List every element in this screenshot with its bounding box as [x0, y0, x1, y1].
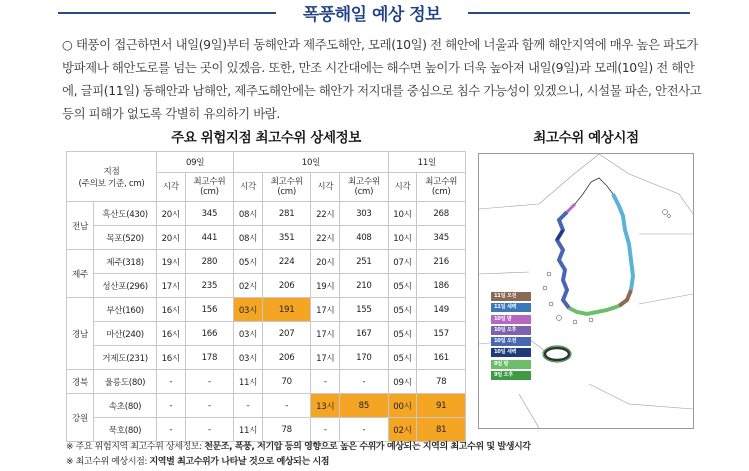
legend-item: 10일 밤 — [491, 315, 531, 324]
level-cell: 81 — [417, 418, 466, 442]
level-cell: 166 — [185, 322, 234, 346]
level-cell: 149 — [417, 298, 466, 322]
level-cell: 85 — [340, 394, 389, 418]
water-level-table — [66, 151, 466, 442]
map-title: 최고수위 예상시점 — [533, 130, 639, 146]
legend-item: 11일 새벽 — [491, 303, 531, 312]
time-cell: 22시 — [311, 202, 340, 226]
region-cell: 제주 — [67, 250, 94, 298]
level-cell: 280 — [185, 250, 234, 274]
time-cell: 13시 — [311, 394, 340, 418]
time-cell: 07시 — [388, 250, 417, 274]
table-row — [67, 274, 466, 298]
time-cell: 05시 — [234, 250, 263, 274]
level-cell: 210 — [340, 274, 389, 298]
level-cell: - — [262, 394, 311, 418]
time-cell: 20시 — [157, 226, 186, 250]
region-cell: 전남 — [67, 202, 94, 250]
level-cell: 157 — [417, 322, 466, 346]
level-cell: 170 — [340, 346, 389, 370]
level-cell: 178 — [185, 346, 234, 370]
time-cell: 08시 — [234, 202, 263, 226]
map-panel — [478, 153, 694, 429]
title-bar — [0, 0, 749, 26]
time-cell: 03시 — [234, 322, 263, 346]
time-header: 시각 — [234, 173, 263, 202]
legend-item: 9일 오후 — [491, 371, 531, 380]
jeju-island — [545, 348, 569, 360]
level-cell: 206 — [262, 346, 311, 370]
time-cell: 05시 — [388, 346, 417, 370]
level-cell: - — [340, 370, 389, 394]
time-cell: 16시 — [157, 322, 186, 346]
korea-map — [479, 154, 693, 428]
site-cell: 성산포(296) — [94, 274, 157, 298]
level-cell: 345 — [185, 202, 234, 226]
level-cell: 345 — [417, 226, 466, 250]
level-cell: 235 — [185, 274, 234, 298]
time-cell: 16시 — [157, 346, 186, 370]
time-cell: 10시 — [388, 226, 417, 250]
legend-item: 9일 밤 — [491, 360, 531, 369]
level-cell: 167 — [340, 322, 389, 346]
level-cell: 186 — [417, 274, 466, 298]
level-cell: 70 — [262, 370, 311, 394]
footnotes — [66, 440, 746, 470]
level-cell: - — [185, 370, 234, 394]
level-cell: 251 — [340, 250, 389, 274]
site-cell: 묵호(80) — [94, 418, 157, 442]
table-row — [67, 250, 466, 274]
level-cell: 161 — [417, 346, 466, 370]
level-cell: 216 — [417, 250, 466, 274]
site-header: 지점 (주의보 기준, cm) — [67, 152, 157, 202]
legend-item: 11일 오전 — [491, 292, 531, 301]
time-cell: 19시 — [157, 250, 186, 274]
time-cell: 05시 — [388, 322, 417, 346]
time-cell: 16시 — [157, 298, 186, 322]
level-cell: - — [185, 418, 234, 442]
time-cell: 03시 — [234, 346, 263, 370]
time-header: 시각 — [388, 173, 417, 202]
time-cell: 10시 — [388, 202, 417, 226]
legend-item: 10일 오전 — [491, 337, 531, 346]
footnote-2: ※ 최고수위 예상시점: 지역별 최고수위가 나타날 것으로 예상되는 시점 — [66, 457, 330, 467]
site-cell: 제주(318) — [94, 250, 157, 274]
time-cell: 02시 — [388, 418, 417, 442]
legend-item: 10일 새벽 — [491, 348, 531, 357]
time-cell: 08시 — [234, 226, 263, 250]
level-header: 최고수위 (cm) — [262, 173, 311, 202]
time-cell: - — [311, 418, 340, 442]
level-cell: - — [185, 394, 234, 418]
time-cell: 05시 — [388, 274, 417, 298]
table-row — [67, 226, 466, 250]
table-row — [67, 346, 466, 370]
time-cell: 17시 — [311, 322, 340, 346]
time-cell: 20시 — [311, 250, 340, 274]
level-cell: 303 — [340, 202, 389, 226]
level-cell: 91 — [417, 394, 466, 418]
title-divider-right — [468, 12, 690, 14]
time-cell: 11시 — [234, 370, 263, 394]
site-cell: 흑산도(430) — [94, 202, 157, 226]
time-cell: 03시 — [234, 298, 263, 322]
level-header: 최고수위 (cm) — [417, 173, 466, 202]
time-cell: 22시 — [311, 226, 340, 250]
level-cell: 281 — [262, 202, 311, 226]
table-row — [67, 418, 466, 442]
table-row — [67, 298, 466, 322]
time-cell: 02시 — [234, 274, 263, 298]
level-cell: 441 — [185, 226, 234, 250]
land-outline — [557, 178, 633, 314]
time-cell: 05시 — [388, 298, 417, 322]
level-cell: 351 — [262, 226, 311, 250]
level-header: 최고수위 (cm) — [185, 173, 234, 202]
region-cell: 강원 — [67, 394, 94, 442]
level-cell: 408 — [340, 226, 389, 250]
time-cell: 17시 — [157, 274, 186, 298]
table-row — [67, 370, 466, 394]
time-cell: 17시 — [311, 298, 340, 322]
page-title: 폭풍해일 예상 정보 — [302, 5, 442, 25]
level-header: 최고수위 (cm) — [340, 173, 389, 202]
day-header: 09일 — [157, 152, 234, 173]
time-cell: - — [157, 394, 186, 418]
forecast-paragraph: ○ 태풍이 접근하면서 내일(9일)부터 동해안과 제주도해안, 모레(10일) 전 해안에 너울과 함께 해안지역에 매우 높은 파도가 방파제나 해안도로를 넘는 곳이 있겠음. 또한, 만조 시간대에는 해수면 높이가 더욱 높아져 내일(9일)과 모레(10일) 전 해안에, 글피(11일) 동해안과 남해안, 제주도해안에는 해안가 저지대를 중심으로 침수 가능성이 있겠으니, 시설물 파손, 안전사고 등의 피해가 없도록 각별히 유의하기 바람. — [62, 37, 702, 121]
level-cell: 207 — [262, 322, 311, 346]
map-legend — [491, 292, 531, 382]
day-header: 10일 — [234, 152, 388, 173]
site-cell: 거제도(231) — [94, 346, 157, 370]
level-cell: 78 — [262, 418, 311, 442]
table-row — [67, 202, 466, 226]
table-row — [67, 322, 466, 346]
region-cell: 경북 — [67, 370, 94, 394]
level-cell: 156 — [185, 298, 234, 322]
time-cell: 19시 — [311, 274, 340, 298]
site-cell: 울릉도(80) — [94, 370, 157, 394]
day-header: 11일 — [388, 152, 465, 173]
time-cell: - — [157, 370, 186, 394]
legend-item: 10일 오후 — [491, 326, 531, 335]
level-cell: 78 — [417, 370, 466, 394]
level-cell: - — [340, 418, 389, 442]
level-cell: 224 — [262, 250, 311, 274]
region-cell: 경남 — [67, 298, 94, 370]
footnote-1: ※ 주요 위험지역 최고수위 상세정보: 천문조, 폭풍, 저기압 등의 영향으로 높은 수위가 예상되는 지역의 최고수위 및 발생시각 — [66, 442, 531, 452]
level-cell: 268 — [417, 202, 466, 226]
time-cell: 20시 — [157, 202, 186, 226]
site-cell: 부산(160) — [94, 298, 157, 322]
time-cell: 11시 — [234, 418, 263, 442]
time-cell: - — [234, 394, 263, 418]
table-title: 주요 위험지점 최고수위 상세정보 — [171, 130, 361, 146]
time-cell: 00시 — [388, 394, 417, 418]
table-row — [67, 394, 466, 418]
site-cell: 마산(240) — [94, 322, 157, 346]
time-cell: - — [311, 370, 340, 394]
site-cell: 목포(520) — [94, 226, 157, 250]
time-cell: 09시 — [388, 370, 417, 394]
level-cell: 206 — [262, 274, 311, 298]
title-divider-left — [58, 12, 276, 14]
time-header: 시각 — [157, 173, 186, 202]
time-cell: 17시 — [311, 346, 340, 370]
level-cell: 191 — [262, 298, 311, 322]
site-cell: 속초(80) — [94, 394, 157, 418]
time-header: 시각 — [311, 173, 340, 202]
time-cell: - — [157, 418, 186, 442]
level-cell: 155 — [340, 298, 389, 322]
